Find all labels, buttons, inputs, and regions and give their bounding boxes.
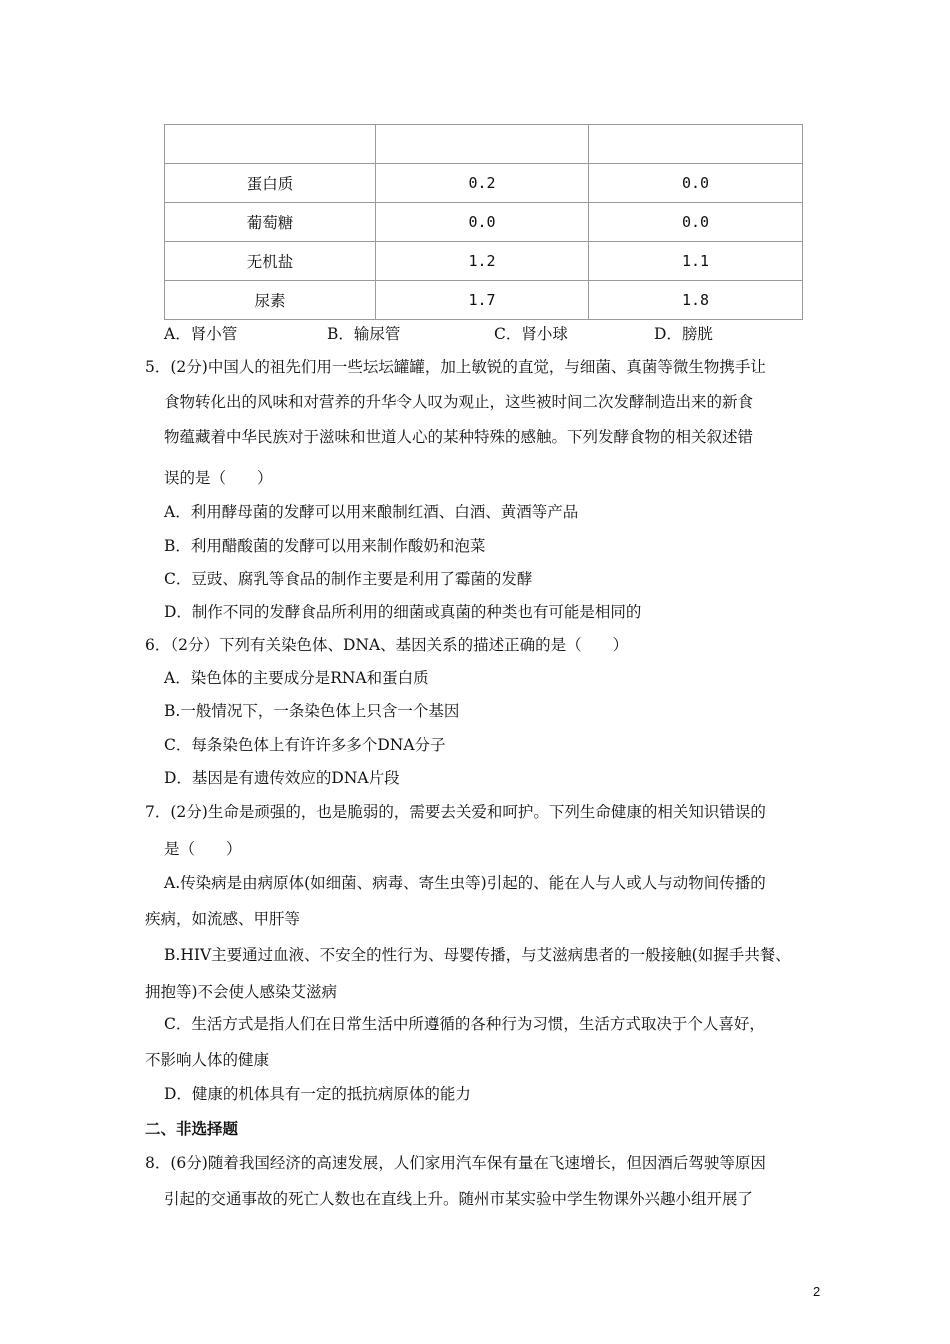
q4-option-b: B．输尿管: [327, 325, 401, 343]
section-heading: 二、非选择题: [145, 1119, 239, 1138]
q7-stem-line: 是（ ）: [164, 840, 242, 858]
q6-option-d: D．基因是有遗传效应的DNA片段: [164, 769, 400, 787]
q5-stem-line: 物蕴藏着中华民族对于滋味和世道人心的某种特殊的感触。下列发酵食物的相关叙述错: [164, 428, 754, 446]
table-cell: 0.2: [376, 164, 589, 203]
q6-stem: 6．（2分）下列有关染色体、DNA、基因关系的描述正确的是（ ）: [145, 636, 629, 654]
table-cell: [589, 125, 803, 164]
table-cell: [376, 125, 589, 164]
table-row: [165, 281, 803, 320]
q7-option-c-cont: 不影响人体的健康: [145, 1051, 270, 1069]
q4-option-a: A．肾小管: [164, 325, 238, 343]
q5-stem-line: 食物转化出的风味和对营养的升华令人叹为观止，这些被时间二次发酵制造出来的新食: [164, 393, 754, 411]
q8-stem-line: 8．(6分)随着我国经济的高速发展，人们家用汽车保有量在飞速增长，但因酒后驾驶等原因: [145, 1154, 766, 1172]
q5-option-b: B．利用醋酸菌的发酵可以用来制作酸奶和泡菜: [164, 537, 486, 555]
table-cell: 0.0: [589, 203, 803, 242]
q6-option-a: A．染色体的主要成分是RNA和蛋白质: [164, 669, 429, 687]
table-row: [165, 125, 803, 164]
q7-stem-line: 7．(2分)生命是顽强的，也是脆弱的，需要去关爱和呵护。下列生命健康的相关知识错误的: [145, 803, 766, 821]
urine-composition-table: [164, 124, 803, 320]
q5-option-a: A．利用酵母菌的发酵可以用来酿制红酒、白酒、黄酒等产品: [164, 503, 579, 521]
table-row: [165, 203, 803, 242]
table-cell: 无机盐: [165, 242, 376, 281]
table-cell: 1.8: [589, 281, 803, 320]
q7-option-b: B.HIV主要通过血液、不安全的性行为、母婴传播，与艾滋病患者的一般接触(如握手共餐、: [164, 946, 791, 964]
table-row: [165, 164, 803, 203]
table-cell: 1.7: [376, 281, 589, 320]
q8-stem-line: 引起的交通事故的死亡人数也在直线上升。随州市某实验中学生物课外兴趣小组开展了: [164, 1190, 754, 1208]
q6-option-c: C．每条染色体上有许许多多个DNA分子: [164, 736, 446, 754]
q5-stem-line: 5．(2分)中国人的祖先们用一些坛坛罐罐，加上敏锐的直觉，与细菌、真菌等微生物携手让: [145, 358, 766, 376]
table-cell: 蛋白质: [165, 164, 376, 203]
table-row: [165, 242, 803, 281]
q6-option-b: B.一般情况下，一条染色体上只含一个基因: [164, 702, 460, 720]
page-number: 2: [813, 1284, 821, 1299]
q5-stem-line: 误的是（ ）: [164, 469, 273, 487]
q4-option-c: C．肾小球: [494, 325, 568, 343]
q4-option-d: D．膀胱: [654, 325, 713, 343]
table-cell: 0.0: [589, 164, 803, 203]
q7-option-d: D．健康的机体具有一定的抵抗病原体的能力: [164, 1085, 471, 1103]
q7-option-a-cont: 疾病，如流感、甲肝等: [145, 910, 301, 928]
q5-option-d: D．制作不同的发酵食品所利用的细菌或真菌的种类也有可能是相同的: [164, 603, 642, 621]
q7-option-b-cont: 拥抱等)不会使人感染艾滋病: [145, 983, 338, 1001]
table-cell: 1.2: [376, 242, 589, 281]
table-cell: 尿素: [165, 281, 376, 320]
table-cell: [165, 125, 376, 164]
q5-option-c: C．豆豉、腐乳等食品的制作主要是利用了霉菌的发酵: [164, 570, 533, 588]
q7-option-c: C．生活方式是指人们在日常生活中所遵循的各种行为习惯，生活方式取决于个人喜好，: [164, 1015, 765, 1033]
table-cell: 0.0: [376, 203, 589, 242]
q7-option-a: A.传染病是由病原体(如细菌、病毒、寄生虫等)引起的、能在人与人或人与动物间传播的: [164, 874, 766, 892]
table-cell: 葡萄糖: [165, 203, 376, 242]
table-cell: 1.1: [589, 242, 803, 281]
